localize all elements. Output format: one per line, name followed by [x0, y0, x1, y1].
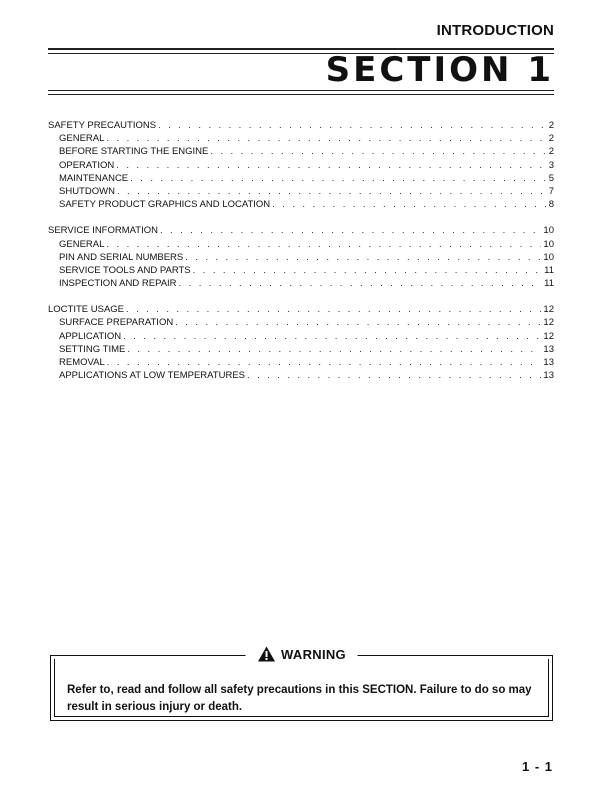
toc-entry-page: 13	[543, 357, 554, 368]
table-of-contents	[48, 119, 554, 395]
toc-entry-page: 11	[544, 278, 554, 290]
toc-entry-page: 12	[543, 317, 554, 329]
toc-entry-label: GENERAL	[59, 238, 105, 250]
toc-entry-label: SAFETY PRECAUTIONS	[48, 120, 157, 131]
toc-group	[48, 119, 554, 211]
toc-leader-dots	[272, 198, 547, 211]
toc-subsection-entry	[48, 277, 554, 290]
toc-leader-dots	[127, 343, 541, 356]
toc-entry-page: 10	[543, 238, 554, 250]
toc-leader-dots	[106, 132, 546, 145]
toc-entry-page: 10	[543, 251, 554, 263]
toc-entry-page: 13	[543, 343, 554, 355]
section-title: SECTION 1	[325, 50, 554, 90]
toc-entry-label: GENERAL	[59, 133, 105, 145]
warning-text: Refer to, read and follow all safety precautions in this SECTION. Failure to do so may result in serious injury or death.	[67, 684, 532, 713]
toc-leader-dots	[210, 145, 546, 158]
toc-entry-label: SHUTDOWN	[59, 185, 115, 197]
toc-subsection-entry	[48, 145, 554, 158]
toc-subsection-entry	[48, 369, 554, 382]
warning-label: WARNING	[281, 646, 346, 662]
toc-entry-label: APPLICATION	[59, 330, 122, 342]
toc-subsection-entry	[48, 185, 554, 198]
toc-entry-page: 7	[548, 185, 554, 197]
toc-entry-page: 12	[543, 330, 554, 342]
toc-entry-page: 2	[548, 146, 554, 158]
toc-leader-dots	[160, 224, 541, 237]
toc-leader-dots	[247, 369, 541, 382]
toc-leader-dots	[116, 159, 546, 172]
toc-subsection-entry	[48, 159, 554, 172]
toc-section-entry	[48, 119, 554, 132]
toc-leader-dots	[107, 356, 542, 369]
warning-header	[245, 646, 358, 662]
toc-entry-page: 2	[548, 120, 554, 131]
toc-entry-page: 11	[544, 264, 554, 276]
toc-subsection-entry	[48, 238, 554, 251]
toc-entry-page: 12	[543, 304, 554, 316]
toc-subsection-entry	[48, 356, 554, 369]
toc-leader-dots	[123, 330, 541, 343]
toc-subsection-entry	[48, 172, 554, 185]
toc-subsection-entry	[48, 343, 554, 356]
toc-section-entry	[48, 303, 554, 316]
toc-leader-dots	[185, 251, 541, 264]
toc-entry-label: OPERATION	[59, 159, 115, 171]
toc-group	[48, 224, 554, 290]
toc-subsection-entry	[48, 316, 554, 329]
toc-subsection-entry	[48, 264, 554, 277]
toc-leader-dots	[193, 264, 542, 277]
toc-leader-dots	[158, 119, 547, 132]
toc-entry-label: PIN AND SERIAL NUMBERS	[59, 251, 184, 263]
toc-entry-label: SERVICE INFORMATION	[48, 225, 158, 237]
toc-entry-label: SAFETY PRODUCT GRAPHICS AND LOCATION	[59, 199, 271, 211]
toc-subsection-entry	[48, 132, 554, 145]
toc-entry-label: MAINTENANCE	[59, 172, 129, 184]
toc-entry-label: INSPECTION AND REPAIR	[59, 278, 177, 290]
toc-leader-dots	[106, 238, 541, 251]
header-title: INTRODUCTION	[436, 22, 554, 39]
toc-entry-label: SURFACE PREPARATION	[59, 317, 174, 329]
toc-section-entry	[48, 224, 554, 237]
toc-entry-page: 3	[548, 159, 554, 171]
toc-entry-label: SETTING TIME	[59, 343, 126, 355]
toc-subsection-entry	[48, 198, 554, 211]
toc-leader-dots	[130, 172, 547, 185]
toc-entry-label: APPLICATIONS AT LOW TEMPERATURES	[59, 370, 245, 382]
toc-entry-label: LOCTITE USAGE	[48, 304, 125, 316]
section-rule-thin	[48, 94, 554, 95]
toc-leader-dots	[175, 316, 541, 329]
page-number: 1 - 1	[521, 759, 553, 774]
toc-entry-label: SERVICE TOOLS AND PARTS	[59, 264, 191, 276]
toc-entry-label: BEFORE STARTING THE ENGINE	[59, 146, 209, 158]
toc-entry-page: 13	[543, 370, 554, 382]
warning-box	[50, 646, 553, 721]
toc-entry-page: 10	[543, 225, 554, 237]
warning-triangle-icon	[257, 646, 275, 662]
toc-leader-dots	[117, 185, 547, 198]
toc-leader-dots	[179, 277, 543, 290]
toc-subsection-entry	[48, 330, 554, 343]
toc-entry-page: 2	[548, 133, 554, 145]
toc-entry-page: 8	[548, 199, 554, 211]
toc-entry-label: REMOVAL	[59, 357, 105, 368]
toc-leader-dots	[126, 303, 541, 316]
toc-entry-page: 5	[548, 172, 554, 184]
section-rule	[48, 90, 554, 91]
toc-subsection-entry	[48, 251, 554, 264]
toc-group	[48, 303, 554, 382]
